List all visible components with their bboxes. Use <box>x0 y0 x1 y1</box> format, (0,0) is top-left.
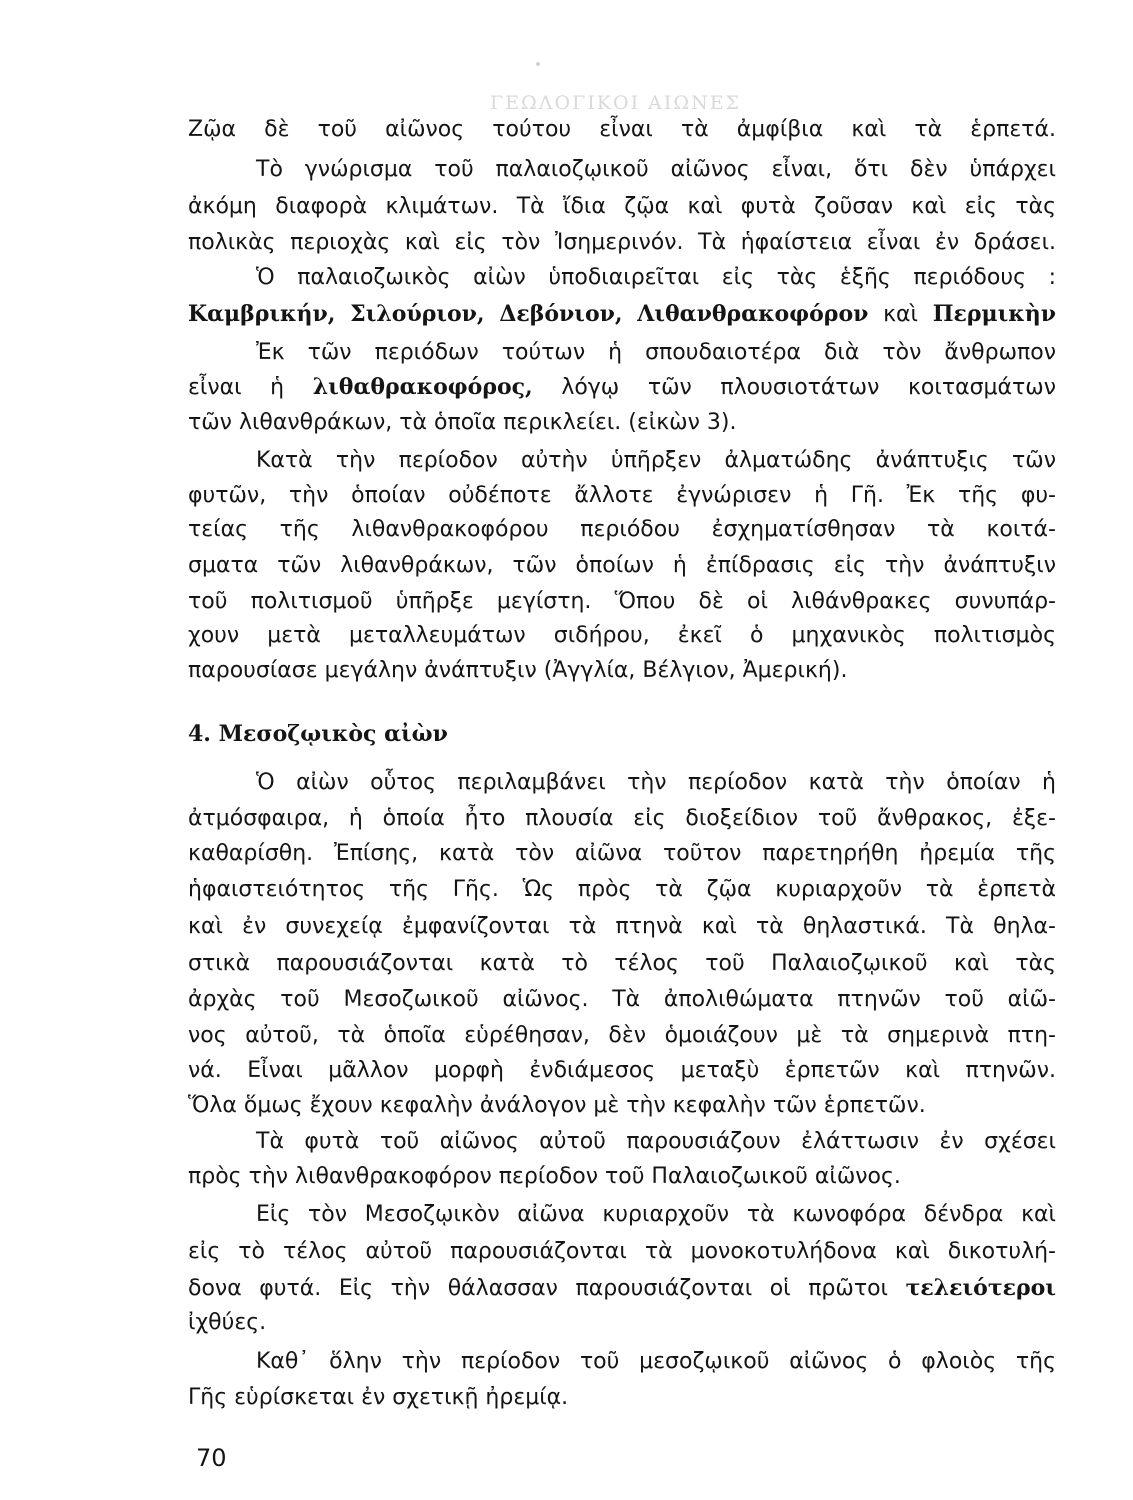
text-line: χουν μετὰ μεταλλευμάτων σιδήρου, ἐκεῖ ὁ μηχανικὸς πολιτισμὸς <box>188 623 1056 648</box>
text-fragment: δονα φυτά. Εἰς τὴν θάλασσαν παρουσιάζονται οἱ πρῶτοι <box>188 1276 888 1301</box>
period-silurian: Σιλούριον, <box>350 301 485 327</box>
emphasis-term: λιθαθρακοφόρος, <box>312 374 533 400</box>
text-line <box>188 372 1056 402</box>
text-line: Γῆς εὑρίσκεται ἐν σχετικῇ ἠρεμίᾳ. <box>188 1385 569 1410</box>
text-line: ἀκόμη διαφορὰ κλιμάτων. Τὰ ἴδια ζῷα καὶ φυτὰ ζοῦσαν καὶ εἰς τὰς <box>188 194 1056 219</box>
text-line: ἀτμόσφαιρα, ἡ ὁποία ἦτο πλουσία εἰς διοξείδιον τοῦ ἄνθρακος, ἐξε- <box>188 806 1056 831</box>
text-line: φυτῶν, τὴν ὁποίαν οὐδέποτε ἄλλοτε ἐγνώρισεν ἡ Γῆ. Ἐκ τῆς φυ- <box>188 483 1056 508</box>
text-line-periods <box>188 299 1056 329</box>
text-line: στικὰ παρουσιάζονται κατὰ τὸ τέλος τοῦ Παλαιοζῳικοῦ καὶ τὰς <box>188 951 1056 976</box>
text-line: καὶ ἐν συνεχείᾳ ἐμφανίζονται τὰ πτηνὰ καὶ τὰ θηλαστικά. Τὰ θηλα- <box>188 914 1056 939</box>
text-line: ἀρχὰς τοῦ Μεσοζωικοῦ αἰῶνος. Τὰ ἀπολιθώματα πτηνῶν τοῦ αἰῶ- <box>188 987 1056 1012</box>
period-cambrian: Καμβρικήν, <box>188 301 336 327</box>
text-fragment: εἶναι ἡ <box>188 375 285 400</box>
period-devonian: Δεβόνιον, <box>499 301 623 327</box>
paper-speck <box>536 62 540 66</box>
text-line: νά. Εἶναι μᾶλλον μορφὴ ἐνδιάμεσος μεταξὺ ἑρπετῶν καὶ πτηνῶν. <box>188 1058 1056 1083</box>
emphasis-term: τελειότεροι <box>905 1275 1056 1301</box>
bleed-through-header: ΓΕΩΛΟΓΙΚΟΙ ΑΙΩΝΕΣ <box>490 92 742 114</box>
text-line: Τὸ γνώρισμα τοῦ παλαιοζῳικοῦ αἰῶνος εἶναι, ὅτι δὲν ὑπάρχει <box>256 157 1056 182</box>
text-line <box>188 1273 1056 1303</box>
text-line: Ὅλα ὅμως ἔχουν κεφαλὴν ἀνάλογον μὲ τὴν κεφαλὴν τῶν ἑρπετῶν. <box>188 1093 926 1118</box>
text-line: πρὸς τὴν λιθανθρακοφόρον περίοδον τοῦ Παλαιοζωικοῦ αἰῶνος. <box>188 1164 901 1189</box>
text-line: παρουσίασε μεγάλην ἀνάπτυξιν (Ἀγγλία, Βέλγιον, Ἀμερική). <box>188 658 848 683</box>
text-line: Εἰς τὸν Μεσοζῳικὸν αἰῶνα κυριαρχοῦν τὰ κωνοφόρα δένδρα καὶ <box>256 1202 1056 1227</box>
text-line: εἰς τὸ τέλος αὐτοῦ παρουσιάζονται τὰ μονοκοτυλήδονα καὶ δικοτυλή- <box>188 1239 1056 1264</box>
text-line: νος αὐτοῦ, τὰ ὁποῖα εὑρέθησαν, δὲν ὁμοιάζουν μὲ τὰ σημερινὰ πτη- <box>188 1023 1056 1048</box>
text-line: τῶν λιθανθράκων, τὰ ὁποῖα περικλείει. (εἰκὼν 3). <box>188 410 737 435</box>
text-line: τείας τῆς λιθανθρακοφόρου περιόδου ἐσχηματίσθησαν τὰ κοιτά- <box>188 517 1056 542</box>
period-carboniferous: Λιθανθρακοφόρον <box>637 301 869 327</box>
section-heading: 4. Μεσοζῳικὸς αἰὼν <box>188 721 448 747</box>
text-line: Ὁ αἰὼν οὗτος περιλαμβάνει τὴν περίοδον κατὰ τὴν ὁποίαν ἡ <box>256 770 1056 795</box>
text-line: καθαρίσθη. Ἐπίσης, κατὰ τὸν αἰῶνα τοῦτον παρετηρήθη ἠρεμία τῆς <box>188 841 1056 866</box>
text-fragment: λόγῳ τῶν πλουσιοτάτων κοιτασμάτων <box>561 375 1056 400</box>
text-line: Τὰ φυτὰ τοῦ αἰῶνος αὐτοῦ παρουσιάζουν ἐλάττωσιν ἐν σχέσει <box>256 1129 1056 1154</box>
text-line: σματα τῶν λιθανθράκων, τῶν ὁποίων ἡ ἐπίδρασις εἰς τὴν ἀνάπτυξιν <box>188 553 1056 578</box>
text-line: Ζῷα δὲ τοῦ αἰῶνος τούτου εἶναι τὰ ἀμφίβια καὶ τὰ ἑρπετά. <box>188 117 1056 142</box>
text-line: ἡφαιστειότητος τῆς Γῆς. Ὡς πρὸς τὰ ζῷα κυριαρχοῦν τὰ ἑρπετὰ <box>188 877 1056 902</box>
text-line: τοῦ πολιτισμοῦ ὑπῆρξε μεγίστη. Ὅπου δὲ οἱ λιθάνθρακες συνυπάρ- <box>188 589 1056 614</box>
period-permian: Περμικὴν <box>932 301 1056 327</box>
text-line: ἰχθύες. <box>188 1310 267 1335</box>
page-number: 70 <box>196 1444 227 1472</box>
conjunction: καὶ <box>883 302 919 327</box>
text-line: Ὁ παλαιοζωικὸς αἰὼν ὑποδιαιρεῖται εἰς τὰς ἑξῆς περιόδους : <box>256 265 1056 290</box>
text-line: πολικὰς περιοχὰς καὶ εἰς τὸν Ἰσημερινόν. Τὰ ἡφαίστεια εἶναι ἐν δράσει. <box>188 230 1056 255</box>
text-line: Ἐκ τῶν περιόδων τούτων ἡ σπουδαιοτέρα διὰ τὸν ἄνθρωπον <box>256 340 1056 365</box>
text-line: Καθ᾽ ὅλην τὴν περίοδον τοῦ μεσοζῳικοῦ αἰῶνος ὁ φλοιὸς τῆς <box>256 1349 1056 1374</box>
text-line: Κατὰ τὴν περίοδον αὐτὴν ὑπῆρξεν ἀλματώδης ἀνάπτυξις τῶν <box>256 448 1056 473</box>
